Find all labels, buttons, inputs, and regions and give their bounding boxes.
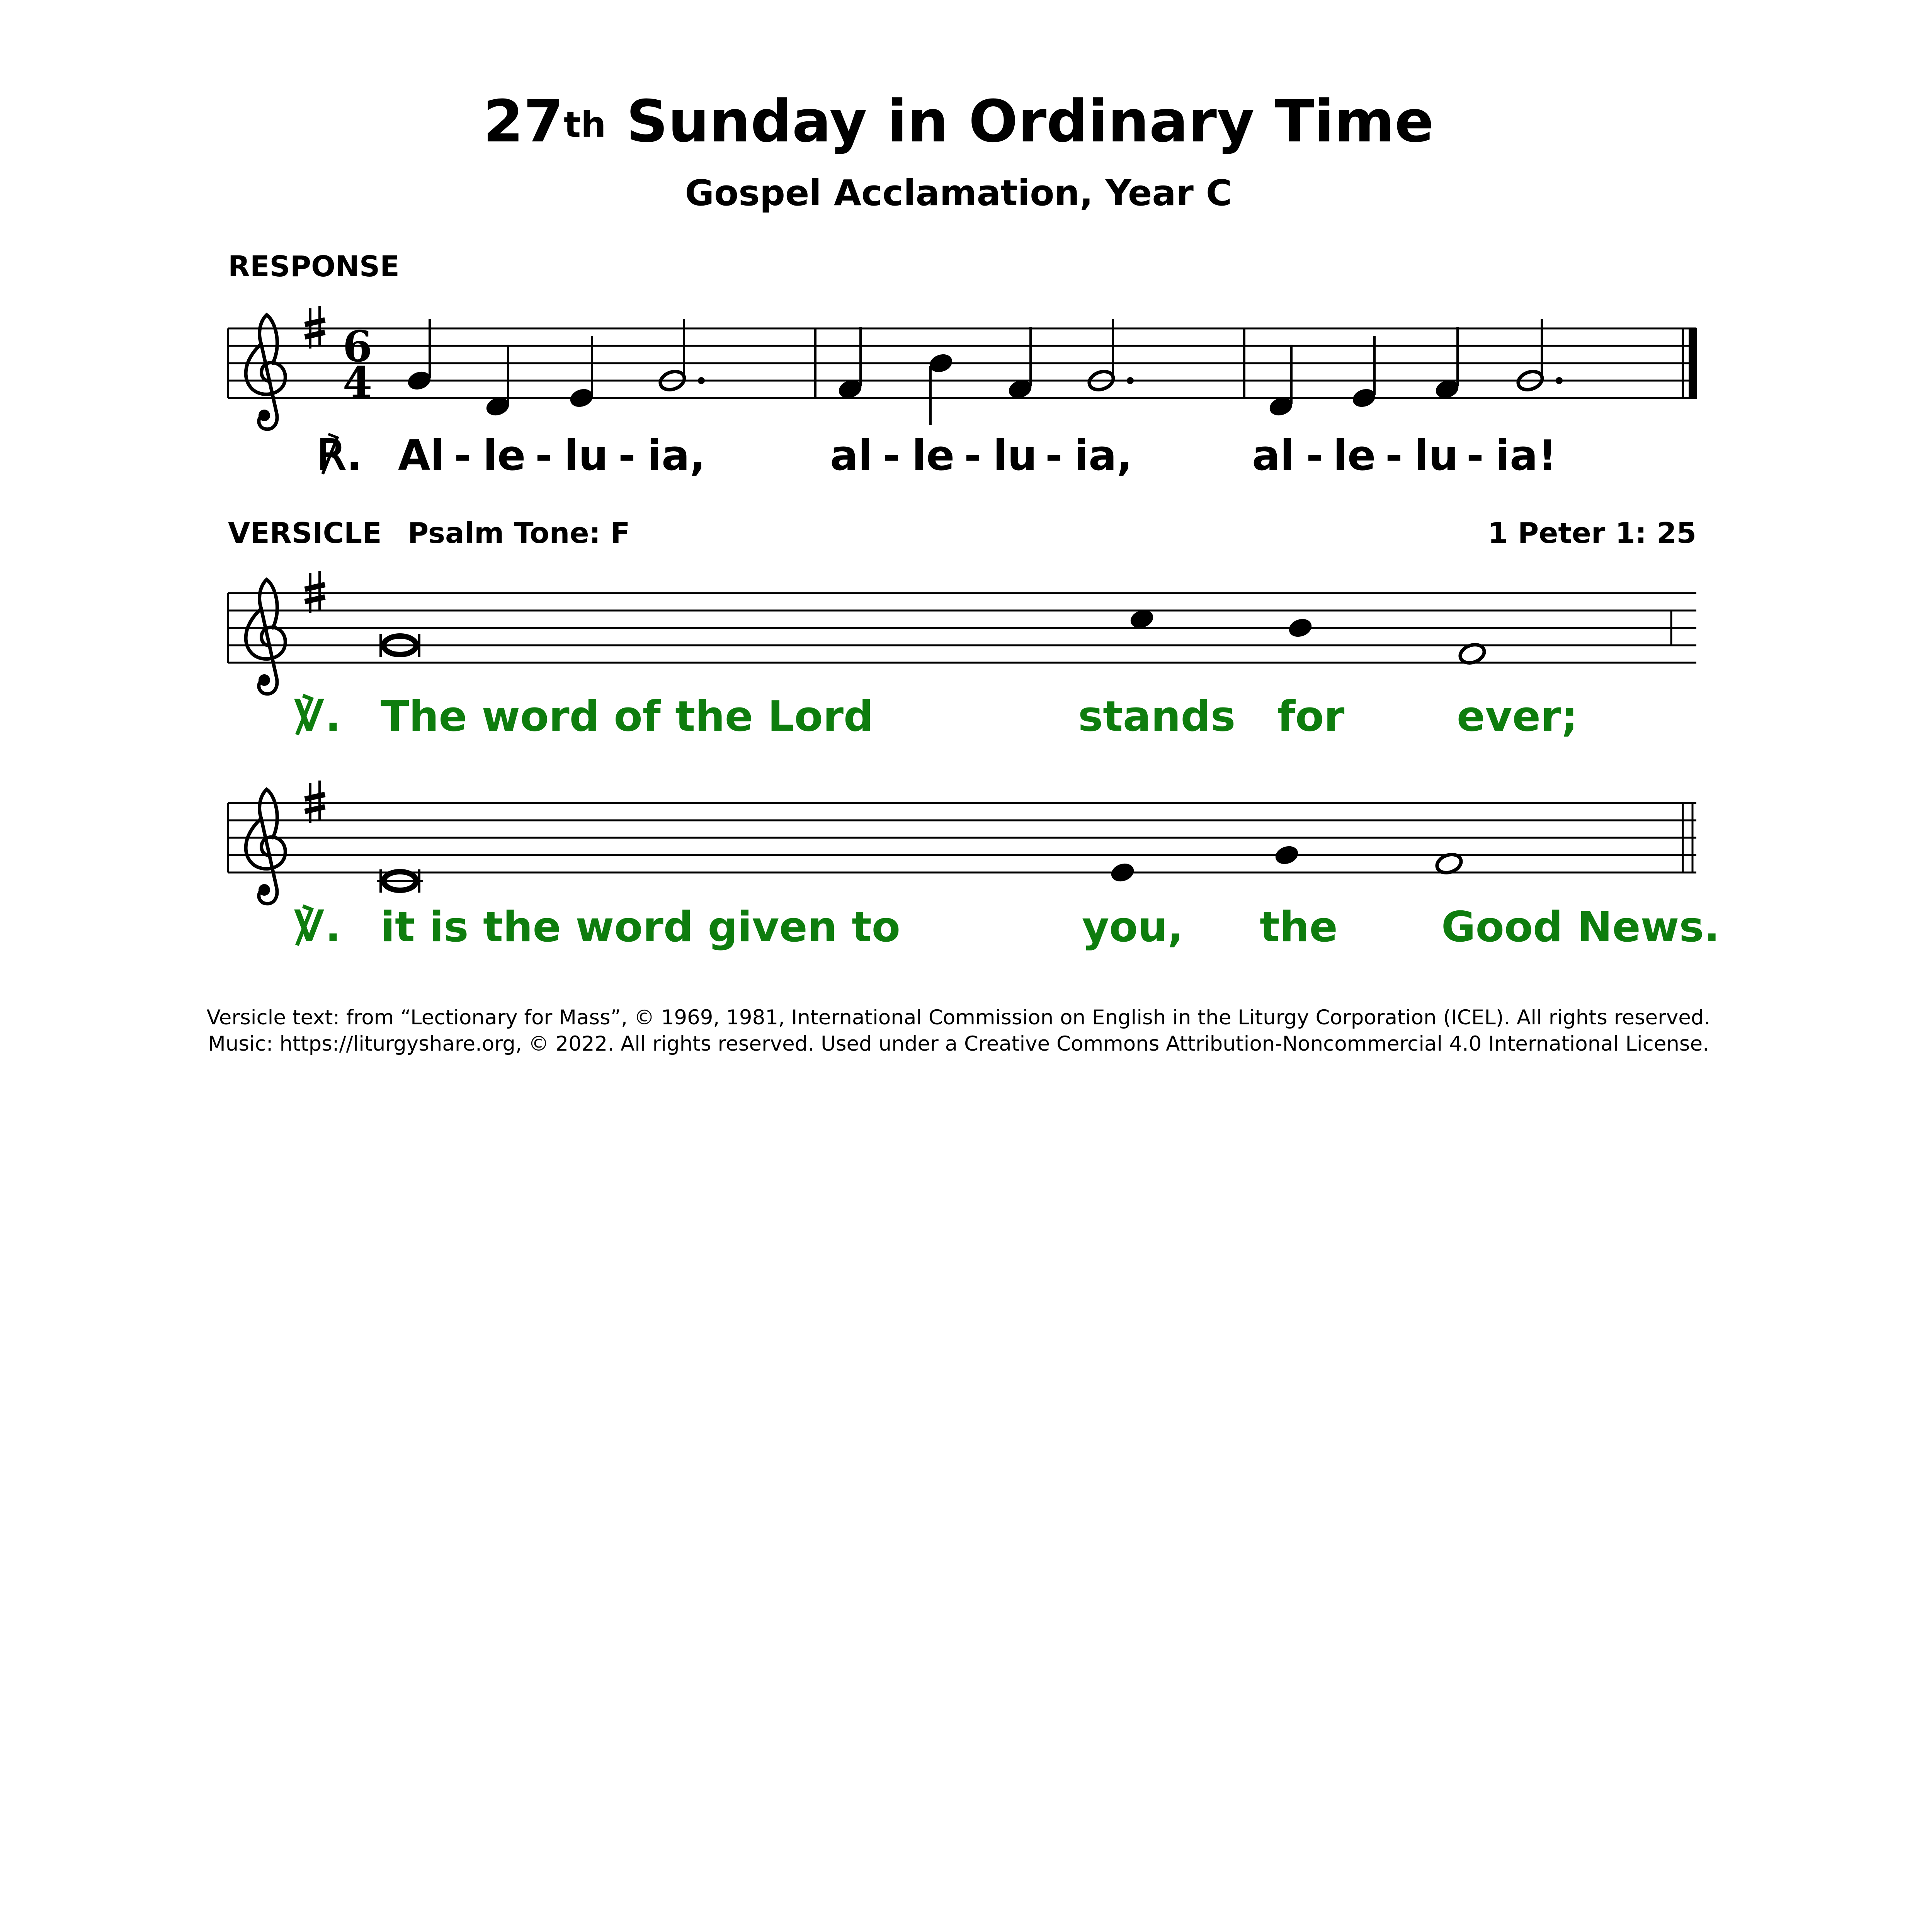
versicle-text: Good News. — [1441, 903, 1720, 951]
hyphen: - — [535, 432, 553, 480]
versicle-staff-2 — [228, 781, 1696, 904]
time-signature-top: 6 — [342, 321, 373, 371]
hyphen: - — [1385, 432, 1403, 480]
syllable: lu — [1414, 432, 1458, 480]
versicle-symbol: ℣. — [294, 903, 341, 951]
versicle-text: stands — [1078, 692, 1236, 741]
versicle-label: VERSICLE — [228, 517, 382, 550]
versicle-notes-2 — [1109, 843, 1463, 884]
syllable: ia, — [647, 432, 706, 480]
versicle-notes-1 — [1128, 607, 1487, 666]
hyphen: - — [1306, 432, 1323, 480]
hyphen: - — [1466, 432, 1484, 480]
versicle-text: for — [1277, 692, 1345, 741]
treble-clef-icon — [246, 580, 285, 694]
treble-clef-icon — [246, 789, 285, 904]
hyphen: - — [618, 432, 636, 480]
syllable: lu — [993, 432, 1037, 480]
syllable: Al — [398, 432, 445, 480]
page-subtitle: Gospel Acclamation, Year C — [685, 172, 1232, 214]
versicle-text: the — [1260, 903, 1338, 951]
treble-clef-icon — [246, 315, 285, 429]
scripture-reference: 1 Peter 1: 25 — [1488, 517, 1696, 550]
sharp-icon — [305, 571, 325, 613]
sharp-icon — [305, 781, 325, 823]
response-staff — [228, 306, 1697, 429]
credits-line-2: Music: https://liturgyshare.org, © 2022. All rights reserved. Used under a Creative Commons Attribution-Noncommercial 4.0 International License. — [208, 1032, 1709, 1056]
syllable: le — [1333, 432, 1376, 480]
page-title: 27th Sunday in Ordinary Time — [483, 88, 1434, 155]
syllable: le — [912, 432, 955, 480]
time-signature-bottom: 4 — [342, 357, 373, 407]
response-symbol: ℟. — [317, 432, 362, 480]
response-label: RESPONSE — [228, 250, 400, 283]
syllable: al — [830, 432, 873, 480]
response-notes — [405, 319, 705, 418]
hyphen: - — [1045, 432, 1063, 480]
versicle-text: The word of the Lord — [381, 692, 874, 741]
syllable: le — [483, 432, 526, 480]
sharp-icon — [305, 306, 325, 349]
hyphen: - — [964, 432, 981, 480]
response-notes-2 — [836, 319, 1134, 425]
versicle-text: ever; — [1457, 692, 1578, 741]
hyphen: - — [883, 432, 900, 480]
syllable: al — [1252, 432, 1294, 480]
versicle-staff-1 — [228, 571, 1696, 694]
final-barline-thick — [1689, 328, 1697, 399]
syllable: lu — [564, 432, 608, 480]
syllable: ia, — [1074, 432, 1133, 480]
versicle-text: you, — [1082, 903, 1184, 951]
syllable: ia! — [1495, 432, 1557, 480]
response-notes-3 — [1267, 319, 1563, 418]
versicle-symbol: ℣. — [294, 692, 341, 741]
versicle-text: it is the word given to — [381, 903, 900, 951]
hyphen: - — [454, 432, 471, 480]
psalm-tone-label: Psalm Tone: F — [408, 517, 630, 550]
credits-line-1: Versicle text: from “Lectionary for Mass”, © 1969, 1981, International Commission on English in the Liturgy Corporation (ICEL). All rights reserved. — [206, 1006, 1711, 1029]
